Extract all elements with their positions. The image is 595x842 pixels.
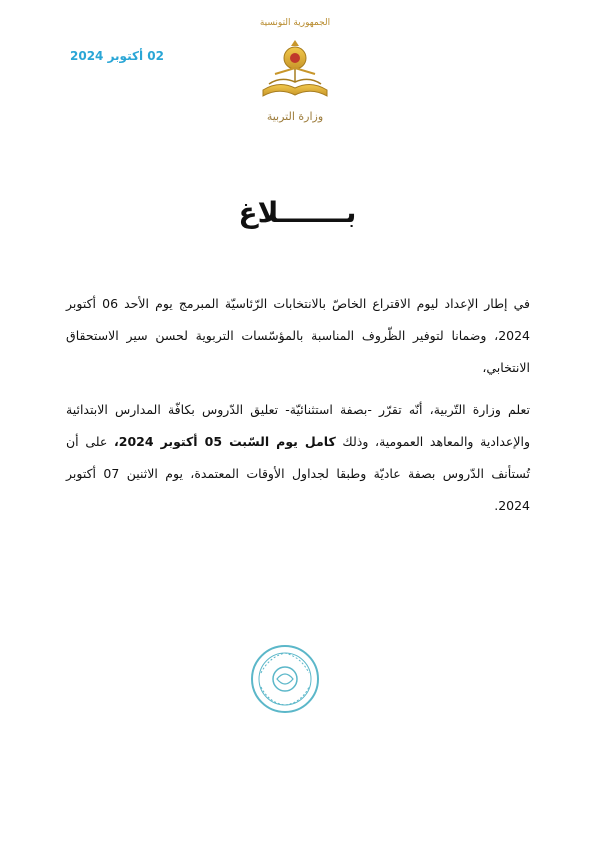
ministry-name: وزارة التربية	[266, 110, 324, 123]
decision-text-start: تعلم وزارة التّربية، أنّه تقرّر -بصفة استثنائيّة- تعليق الدّروس بكافّة المدارس الابتدائية والإعدادية والمعاهد العمومية، وذلك	[66, 402, 530, 449]
official-seal-icon	[249, 643, 321, 715]
paragraph-intro: في إطار الإعداد ليوم الاقتراع الخاصّ بالانتخابات الرّئاسيّة المبرمج يوم الأحد 06 أكتوبر 2024، وضمانا لتوفير الظّروف المناسبة بالمؤسّسات التربوية لحسن سير الاستحقاق الانتخابي،	[66, 296, 530, 375]
republic-name: الجمهورية التونسية	[259, 18, 331, 28]
ministry-header	[240, 16, 350, 126]
announcement-title: بـــــــلاغ	[238, 196, 357, 229]
paragraph-decision	[66, 394, 530, 522]
document-date: 02 أكتوبر 2024	[70, 49, 164, 63]
decision-date-bold: كامل يوم السّبت 05 أكتوبر 2024،	[114, 434, 336, 449]
decision-text-end: على أن تُستأنف الدّروس بصفة عاديّة وطبقا لجداول الأوقات المعتمدة، يوم الاثنين 07 أكتوبر 2024.	[66, 434, 530, 513]
ministry-emblem-icon	[255, 32, 335, 112]
announcement-body	[66, 288, 530, 532]
